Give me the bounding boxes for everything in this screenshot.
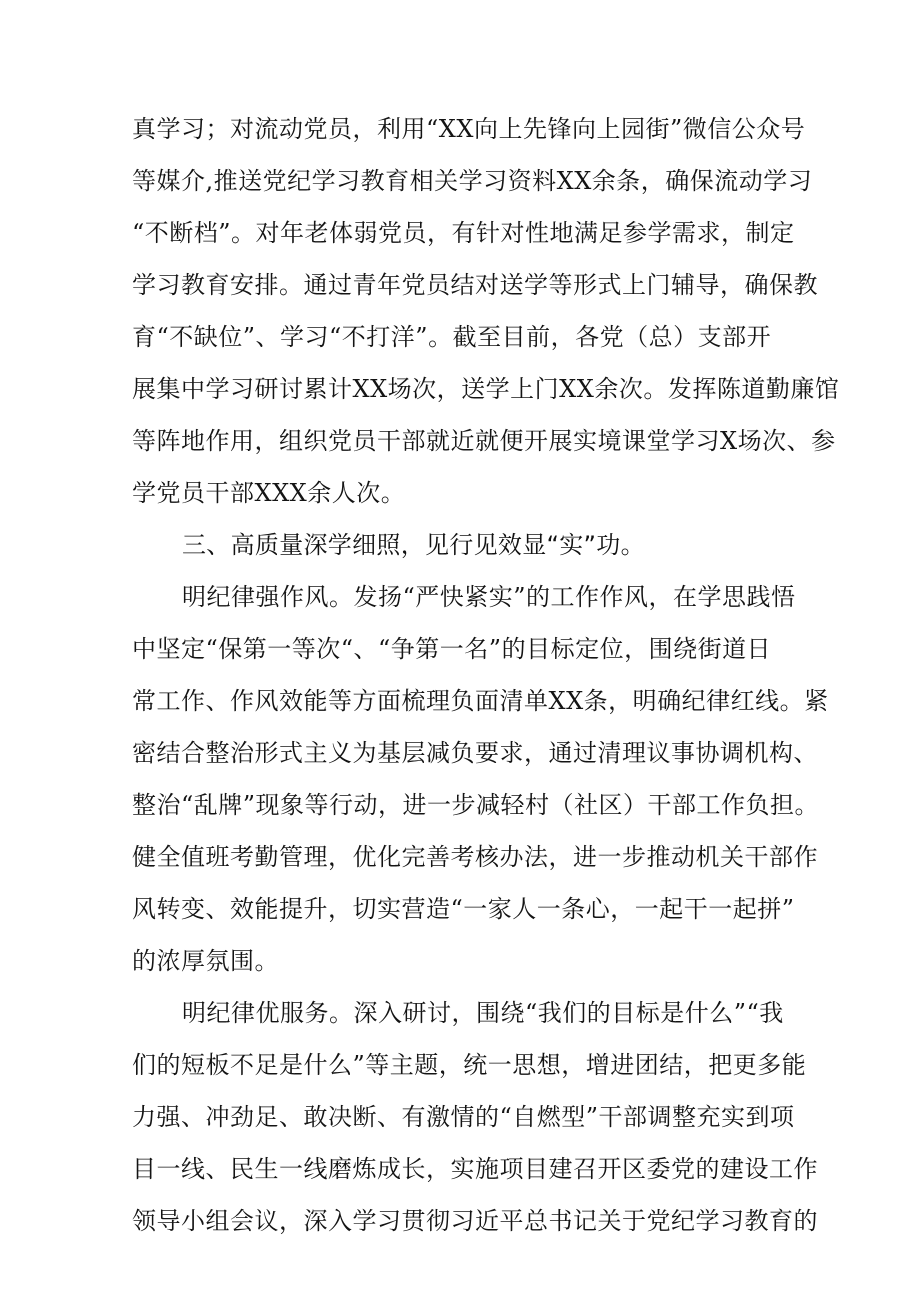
paragraph-line: 密结合整治形式主义为基层减负要求，通过清理议事协调机构、 [132,739,818,767]
paragraph-line: 的浓厚氛围。 [132,947,279,975]
paragraph-line: 健全值班考勤管理，优化完善考核办法，进一步推动机关干部作 [132,843,818,871]
paragraph-line: “不断档”。对年老体弱党员，有针对性地满足参学需求，制定 [132,219,795,247]
paragraph-line: 等阵地作用，组织党员干部就近就便开展实境课堂学习X场次、参 [132,427,836,455]
section-heading: 三、高质量深学细照，见行见效显“实”功。 [182,531,645,559]
paragraph-line: 领导小组会议，深入学习贯彻习近平总书记关于党纪学习教育的 [132,1207,818,1235]
paragraph-line: 展集中学习研讨累计XX场次，送学上门XX余次。发挥陈道勤廉馆 [132,375,840,403]
paragraph-line: 目一线、民生一线磨炼成长，实施项目建召开区委党的建设工作 [132,1155,818,1183]
paragraph-line: 明纪律强作风。发扬“严快紧实”的工作作风，在学思践悟 [182,583,796,611]
paragraph-line: 常工作、作风效能等方面梳理负面清单XX条，明确纪律红线。紧 [132,687,829,715]
paragraph-line: 等媒介,推送党纪学习教育相关学习资料XX余条，确保流动学习 [132,167,813,195]
paragraph-line: 中坚定“保第一等次“、“争第一名”的目标定位，围绕街道日 [132,635,772,663]
paragraph-line: 学习教育安排。通过青年党员结对送学等形式上门辅导，确保教 [132,271,818,299]
paragraph-line: 力强、冲劲足、敢决断、有激情的“自燃型”干部调整充实到项 [132,1103,795,1131]
paragraph-line: 们的短板不足是什么”等主题，统一思想，增进团结，把更多能 [132,1051,807,1079]
paragraph-line: 真学习；对流动党员，利用“XX向上先锋向上园街”微信公众号 [132,115,806,143]
paragraph-line: 学党员干部XXX余人次。 [132,479,406,507]
paragraph-line: 育“不缺位”、学习“不打洋”。截至目前，各党（总）支部开 [132,323,772,351]
paragraph-line: 明纪律优服务。深入研讨，围绕“我们的目标是什么”“我 [182,999,784,1027]
paragraph-line: 整治“乱牌”现象等行动，进一步减轻村（社区）干部工作负担。 [132,791,820,819]
paragraph-line: 风转变、效能提升，切实营造“一家人一条心，一起干一起拼” [132,895,795,923]
